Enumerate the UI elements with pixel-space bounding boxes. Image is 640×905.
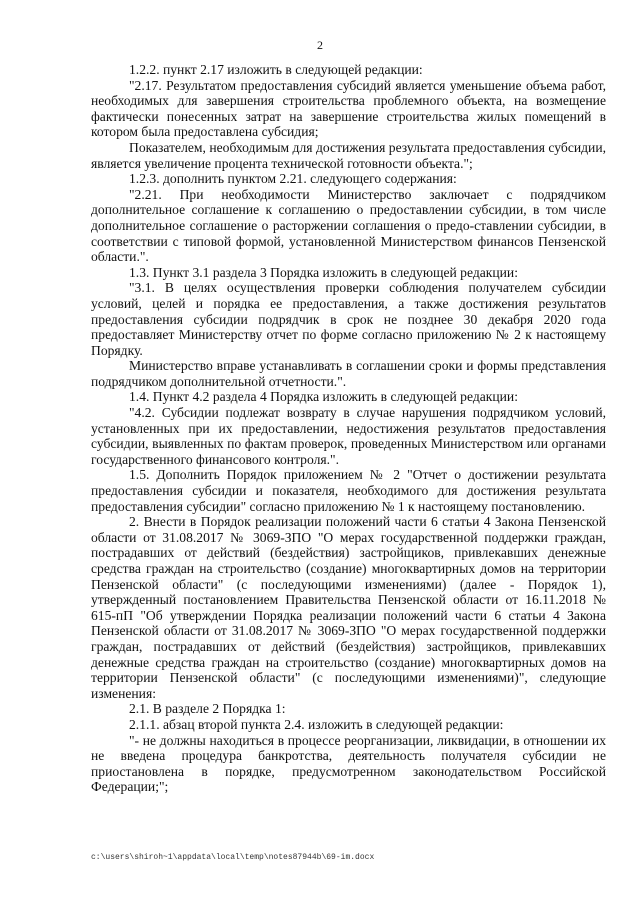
paragraph: 2.1. В разделе 2 Порядка 1:	[129, 701, 286, 717]
paragraph: Министерство вправе устанавливать в соглашении сроки и формы представления подрядчиком дополнительной отчетности.".	[91, 358, 606, 389]
paragraph: 1.5. Дополнить Порядок приложением № 2 "Отчет о достижении результата предоставления субсидии и показателя, необходимого для достижения результата предоставления субсидии" согласно приложению № 1 к настоящему постановлению.	[91, 467, 606, 514]
paragraph: "- не должны находиться в процессе реорганизации, ликвидации, в отношении их не введена процедура банкротства, деятельность получателя субсидии не приостановлена в порядке, предусмотренном законодательством Российской Федерации;";	[91, 732, 606, 795]
paragraph: 2.1.1. абзац второй пункта 2.4. изложить в следующей редакции:	[129, 716, 504, 732]
paragraph: "3.1. В целях осуществления проверки соблюдения получателем субсидии условий, целей и порядка ее предоставления, а также достижения результатов предоставления субсидии подрядчик в срок не позднее 30 декабря 2020 года предоставляет Министерству отчет по форме согласно приложению № 2 к настоящему Порядку.	[91, 280, 606, 358]
paragraph: 1.4. Пункт 4.2 раздела 4 Порядка изложить в следующей редакции:	[129, 389, 518, 405]
paragraph: Показателем, необходимым для достижения результата предоставления субсидии, является увеличение процента технической готовности объекта.";	[91, 139, 606, 171]
paragraph: 1.2.2. пункт 2.17 изложить в следующей редакции:	[129, 62, 423, 77]
paragraph: 1.2.3. дополнить пунктом 2.21. следующего содержания:	[129, 171, 457, 187]
paragraph: 2. Внести в Порядок реализации положений части 6 статьи 4 Закона Пензенской области от 31.08.2017 № 3069-ЗПО "О мерах государственной поддержки граждан, пострадавших от действий (бездействия) застройщиков, привлекавших денежные средства граждан на строительство (создание) многоквартирных домов на территории Пензенской области" (с последующими изменениями) (далее - Порядок 1), утвержденный постановлением Правительства Пензенской области от 16.11.2018 № 615-пП "Об утверждении Порядка реализации положений части 6 статьи 4 Закона Пензенской области от 31.08.2017 № 3069-ЗПО "О мерах государственной поддержки граждан, пострадавших от действий (бездействия) застройщиков, привлекавших денежные средства граждан на строительство (создание) многоквартирных домов на территории Пензенской области" (с последующими изменениями)", следующие изменения:	[91, 514, 606, 701]
page-number: 2	[317, 38, 323, 52]
paragraph: "2.17. Результатом предоставления субсидий является уменьшение объема работ, необходимых для завершения строительства проблемного объекта, на возмещение фактически понесенных затрат на завершение строительства жилых помещений в котором была предоставлена субсидия;	[91, 77, 606, 140]
footer-file-path: c:\users\shiroh~1\appdata\local\temp\notes87944b\69-im.docx	[91, 853, 375, 862]
document-body	[91, 62, 606, 795]
paragraph: 1.3. Пункт 3.1 раздела 3 Порядка изложить в следующей редакции:	[129, 264, 518, 280]
paragraph: "4.2. Субсидии подлежат возврату в случае нарушения подрядчиком условий, установленных при их предоставлении, недостижения результатов предоставления субсидии, выявленных по фактам проверок, проведенных Министерством или органами государственного финансового контроля.".	[91, 405, 606, 467]
paragraph: "2.21. При необходимости Министерство заключает с подрядчиком дополнительное соглашение к соглашению о предоставлении субсидии, в том числе дополнительное соглашение о расторжении соглашения о предо-ставлении субсидии, в соответствии с типовой формой, установленной Министерством финансов Пензенской области.".	[91, 186, 606, 265]
